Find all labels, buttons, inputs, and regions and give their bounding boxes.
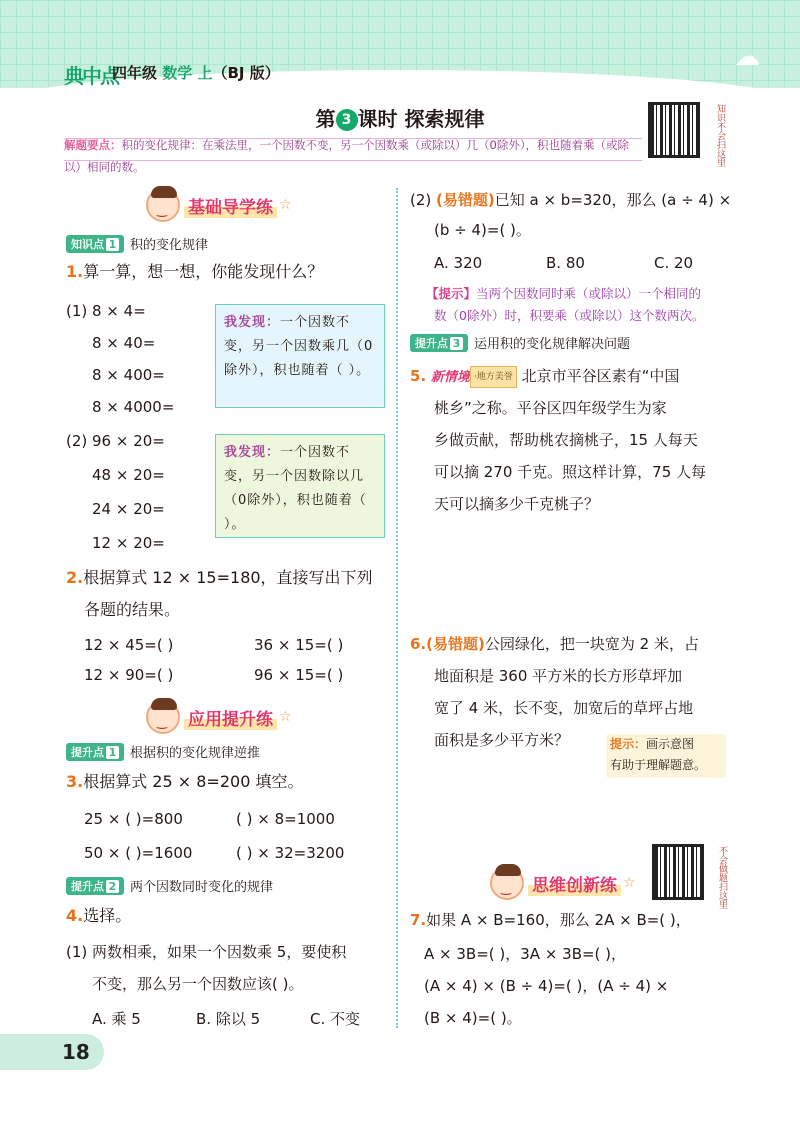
qr-code-icon[interactable]	[648, 102, 700, 158]
knowledge-tag: 知识点 1	[66, 235, 124, 253]
lesson-title	[240, 103, 560, 132]
question-7-stem: 7.如果 A × B=160，那么 2A × B=( )，	[410, 911, 691, 929]
key-points-text: 积的变化规律：在乘法里，一个因数不变，另一个因数乘（或除以）几（0除外），积也随着乘（或除以）相同的数。	[64, 138, 630, 174]
question-6-stem: 6.(易错题)公园绿化，把一块宽为 2 米，占	[410, 635, 699, 653]
question-2-stem	[66, 568, 373, 588]
q1-expr[interactable]: 48 × 20=	[92, 466, 165, 484]
brand-logo: 典中点	[64, 64, 118, 88]
question-number: 3.	[66, 772, 84, 791]
q1-expr[interactable]: 96 × 20=	[92, 432, 165, 450]
q4-part-2: (2) (易错题)已知 a × b=320，那么 (a ÷ 4) ×	[410, 191, 732, 209]
question-number: 1.	[66, 262, 84, 281]
q3-blank[interactable]: ( ) × 8=1000	[236, 810, 335, 828]
question-5-stem: 5. 新情境 ·地方美誉 北京市平谷区素有“中国	[410, 366, 679, 388]
question-text: 算一算，想一想，你能发现什么？	[83, 262, 324, 281]
question-number: 4.	[66, 906, 84, 925]
question-text: 根据算式 25 × 8=200 填空。	[83, 772, 304, 791]
improve-tag: 提升点 3	[410, 334, 468, 352]
discovery-label: 我发现：	[224, 315, 281, 330]
discovery-text[interactable]: 一个因数不变，另一个因数除以几（0除外），积也随着（ ）。	[224, 445, 367, 532]
q2-blank[interactable]: 96 × 15=( )	[254, 666, 344, 684]
lesson-prefix: 第	[315, 107, 336, 131]
question-text: 选择。	[83, 906, 132, 925]
key-points	[64, 134, 642, 182]
grade-label: 四年级	[112, 64, 163, 82]
question-5-line: 可以摘 270 千克。照这样计算，75 人每	[434, 463, 707, 481]
question-5-line: 天可以摘多少千克桃子？	[434, 495, 600, 513]
improve-point-1	[66, 742, 260, 761]
improve-tag: 提升点 2	[66, 877, 124, 895]
star-icon: ☆	[279, 709, 292, 725]
question-2-stem-cont: 各题的结果。	[84, 600, 181, 619]
knowledge-point-1	[66, 234, 208, 253]
knowledge-text: 积的变化规律	[130, 238, 209, 253]
star-icon: ☆	[279, 197, 292, 213]
q4-option[interactable]: B. 除以 5	[196, 1010, 261, 1028]
question-7-line[interactable]: (A × 4) × (B ÷ 4)=( )，(A ÷ 4) ×	[424, 977, 669, 995]
q4-hint-cont: 数（0除外）时，积要乘（或除以）这个数两次。	[434, 308, 705, 323]
q1-expr[interactable]: 8 × 4=	[92, 302, 146, 320]
cartoon-face-icon	[146, 700, 180, 734]
question-number: 5.	[410, 367, 427, 385]
improve-text: 两个因数同时变化的规律	[130, 880, 274, 895]
question-3-stem	[66, 772, 303, 792]
q4-hint: 【提示】当两个因数同时乘（或除以）一个相同的	[426, 286, 702, 301]
q1-expr[interactable]: 8 × 4000=	[92, 398, 175, 416]
improve-text: 运用积的变化规律解决问题	[474, 337, 631, 352]
cartoon-face-icon	[146, 188, 180, 222]
discovery-label: 我发现：	[224, 445, 281, 460]
q4-option[interactable]: A. 320	[434, 254, 483, 272]
q4-part-1: (1) 两数相乘，如果一个因数乘 5，要使积	[66, 943, 347, 961]
question-5-line: 桃乡”之称。平谷区四年级学生为家	[434, 399, 667, 417]
edition-label: （BJ 版）	[212, 64, 280, 82]
section-banner-basic	[146, 188, 292, 222]
discovery-text[interactable]: 一个因数不变，另一个因数乘几（0除外），积也随着（ ）。	[224, 315, 374, 378]
book-title	[112, 62, 280, 83]
error-prone-tag: (易错题)	[426, 635, 485, 653]
q4-option[interactable]: C. 不变	[310, 1010, 361, 1028]
q3-blank[interactable]: ( ) × 32=3200	[236, 844, 345, 862]
question-5-line: 乡做贡献，帮助桃农摘桃子，15 人每天	[434, 431, 698, 449]
hint-label: 提示：	[610, 737, 647, 751]
q1-part-2-label: (2)	[66, 432, 88, 450]
q2-blank[interactable]: 36 × 15=( )	[254, 636, 344, 654]
scenario-tag: ·地方美誉	[470, 366, 517, 388]
q3-blank[interactable]: 50 × ( )=1600	[84, 844, 193, 862]
cartoon-face-icon	[490, 866, 524, 900]
q1-expr[interactable]: 8 × 40=	[92, 334, 156, 352]
q4-option[interactable]: C. 20	[654, 254, 694, 272]
section-banner-apply	[146, 700, 292, 734]
discovery-box-1	[215, 304, 385, 408]
discovery-box-2	[215, 434, 385, 538]
lesson-number-badge: 3	[336, 109, 358, 131]
section-title: 应用提升练	[184, 705, 277, 730]
section-title: 基础导学练	[184, 193, 277, 218]
question-6-line: 地面积是 360 平方米的长方形草坪加	[434, 667, 683, 685]
improve-text: 根据积的变化规律逆推	[130, 746, 261, 761]
error-prone-tag: (易错题)	[436, 191, 495, 209]
question-number: 6.	[410, 635, 427, 653]
subject-label: 数学 上	[162, 64, 213, 82]
improve-point-2	[66, 876, 273, 895]
q1-expr[interactable]: 24 × 20=	[92, 500, 165, 518]
qr-caption: 不会做题扫这里	[717, 846, 727, 909]
q1-part-1-label: (1)	[66, 302, 88, 320]
q2-blank[interactable]: 12 × 90=( )	[84, 666, 174, 684]
improve-point-3	[410, 333, 630, 352]
question-number: 7.	[410, 911, 427, 929]
hint-label: 【提示】	[426, 286, 477, 301]
question-6-line: 面积是多少平方米？	[434, 731, 570, 749]
q1-expr[interactable]: 8 × 400=	[92, 366, 165, 384]
section-banner-think	[490, 866, 636, 900]
page-number: 18	[62, 1040, 90, 1064]
lesson-name: 课时 探索规律	[357, 107, 485, 131]
question-text: 根据算式 12 × 15=180，直接写出下列	[83, 568, 373, 587]
question-4-stem	[66, 906, 131, 926]
key-points-label: 解题要点：	[64, 138, 122, 152]
qr-code-icon[interactable]	[652, 844, 704, 900]
section-title: 思维创新练	[528, 871, 621, 896]
question-7-line[interactable]: (B × 4)=( )。	[424, 1009, 522, 1027]
star-icon: ☆	[623, 875, 636, 891]
question-number: 2.	[66, 568, 84, 587]
q2-blank[interactable]: 12 × 45=( )	[84, 636, 174, 654]
cloud-icon: ☁	[734, 42, 760, 72]
q3-blank[interactable]: 25 × ( )=800	[84, 810, 183, 828]
q4-part-2-cont[interactable]: (b ÷ 4)=( )。	[434, 221, 531, 239]
q4-part-1-cont[interactable]: 不变，那么另一个因数应该( )。	[92, 975, 304, 993]
question-1-stem	[66, 262, 323, 282]
question-6-line: 宽了 4 米，长不变，加宽后的草坪占地	[434, 699, 694, 717]
q4-option[interactable]: A. 乘 5	[92, 1010, 141, 1028]
q1-expr[interactable]: 12 × 20=	[92, 534, 165, 552]
qr-caption: 知识不会扫这里	[715, 104, 725, 167]
q6-hint: 提示：画示意图 有助于理解题意。	[606, 734, 726, 778]
q4-option[interactable]: B. 80	[546, 254, 585, 272]
improve-tag: 提升点 1	[66, 743, 124, 761]
new-scenario-badge: 新情境	[430, 370, 470, 385]
column-divider	[396, 188, 398, 1028]
question-7-line[interactable]: A × 3B=( )，3A × 3B=( )，	[424, 945, 627, 963]
